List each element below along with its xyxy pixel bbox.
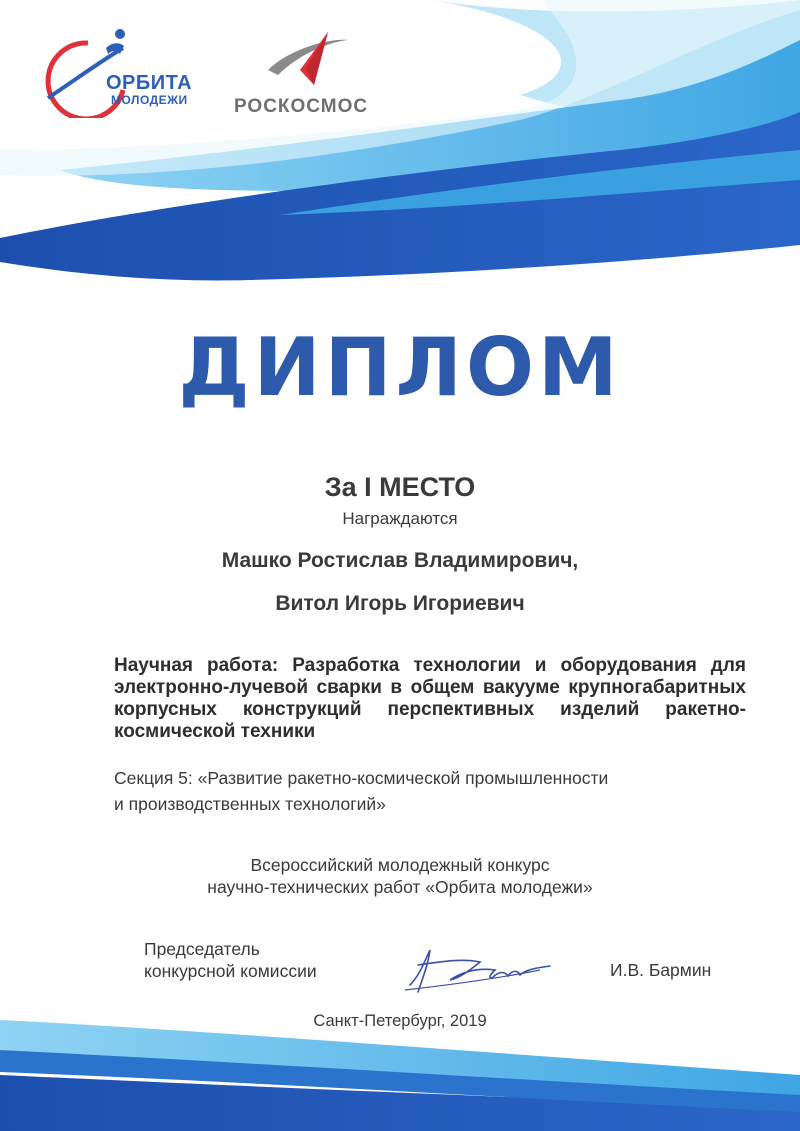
roscosmos-logo <box>228 30 378 120</box>
recipient-name-2: Витол Игорь Игориевич <box>275 592 525 615</box>
awarded-label: Награждаются <box>342 509 458 528</box>
diploma-title: ДИПЛОМ <box>178 321 622 414</box>
chair-name: И.В. Бармин <box>610 960 712 980</box>
recipient-name-1: Машко Ростислав Владимирович, <box>221 549 579 572</box>
roscosmos-emblem-icon <box>228 30 378 100</box>
contest-line-1: Всероссийский молодежный конкурс <box>250 855 550 875</box>
orbita-logo-line1: ОРБИТА <box>106 72 193 94</box>
orbita-logo <box>28 28 198 118</box>
chair-title <box>144 938 317 982</box>
work-title: Научная работа: Разработка технологии и оборудования для электронно-лучевой сварки в общем вакууме крупногабаритных корпусных конструкций перспективных изделий ракетно-космической техники <box>114 655 746 742</box>
section-text <box>114 765 734 817</box>
chair-line-2: конкурсной комиссии <box>144 961 317 981</box>
contest-line-2: научно-технических работ «Орбита молодежи» <box>207 877 593 897</box>
orbita-logo-line2: МОЛОДЕЖИ <box>111 93 188 107</box>
contest-name <box>0 854 800 898</box>
signature <box>400 940 560 1000</box>
place-heading: За I МЕСТО <box>324 472 476 502</box>
section-line-2: и производственных технологий» <box>114 794 386 814</box>
chair-line-1: Председатель <box>144 939 260 959</box>
roscosmos-logo-text: РОСКОСМОС <box>234 96 369 117</box>
city-year: Санкт-Петербург, 2019 <box>313 1012 487 1030</box>
section-line-1: Секция 5: «Развитие ракетно-космической промышленности <box>114 768 609 788</box>
